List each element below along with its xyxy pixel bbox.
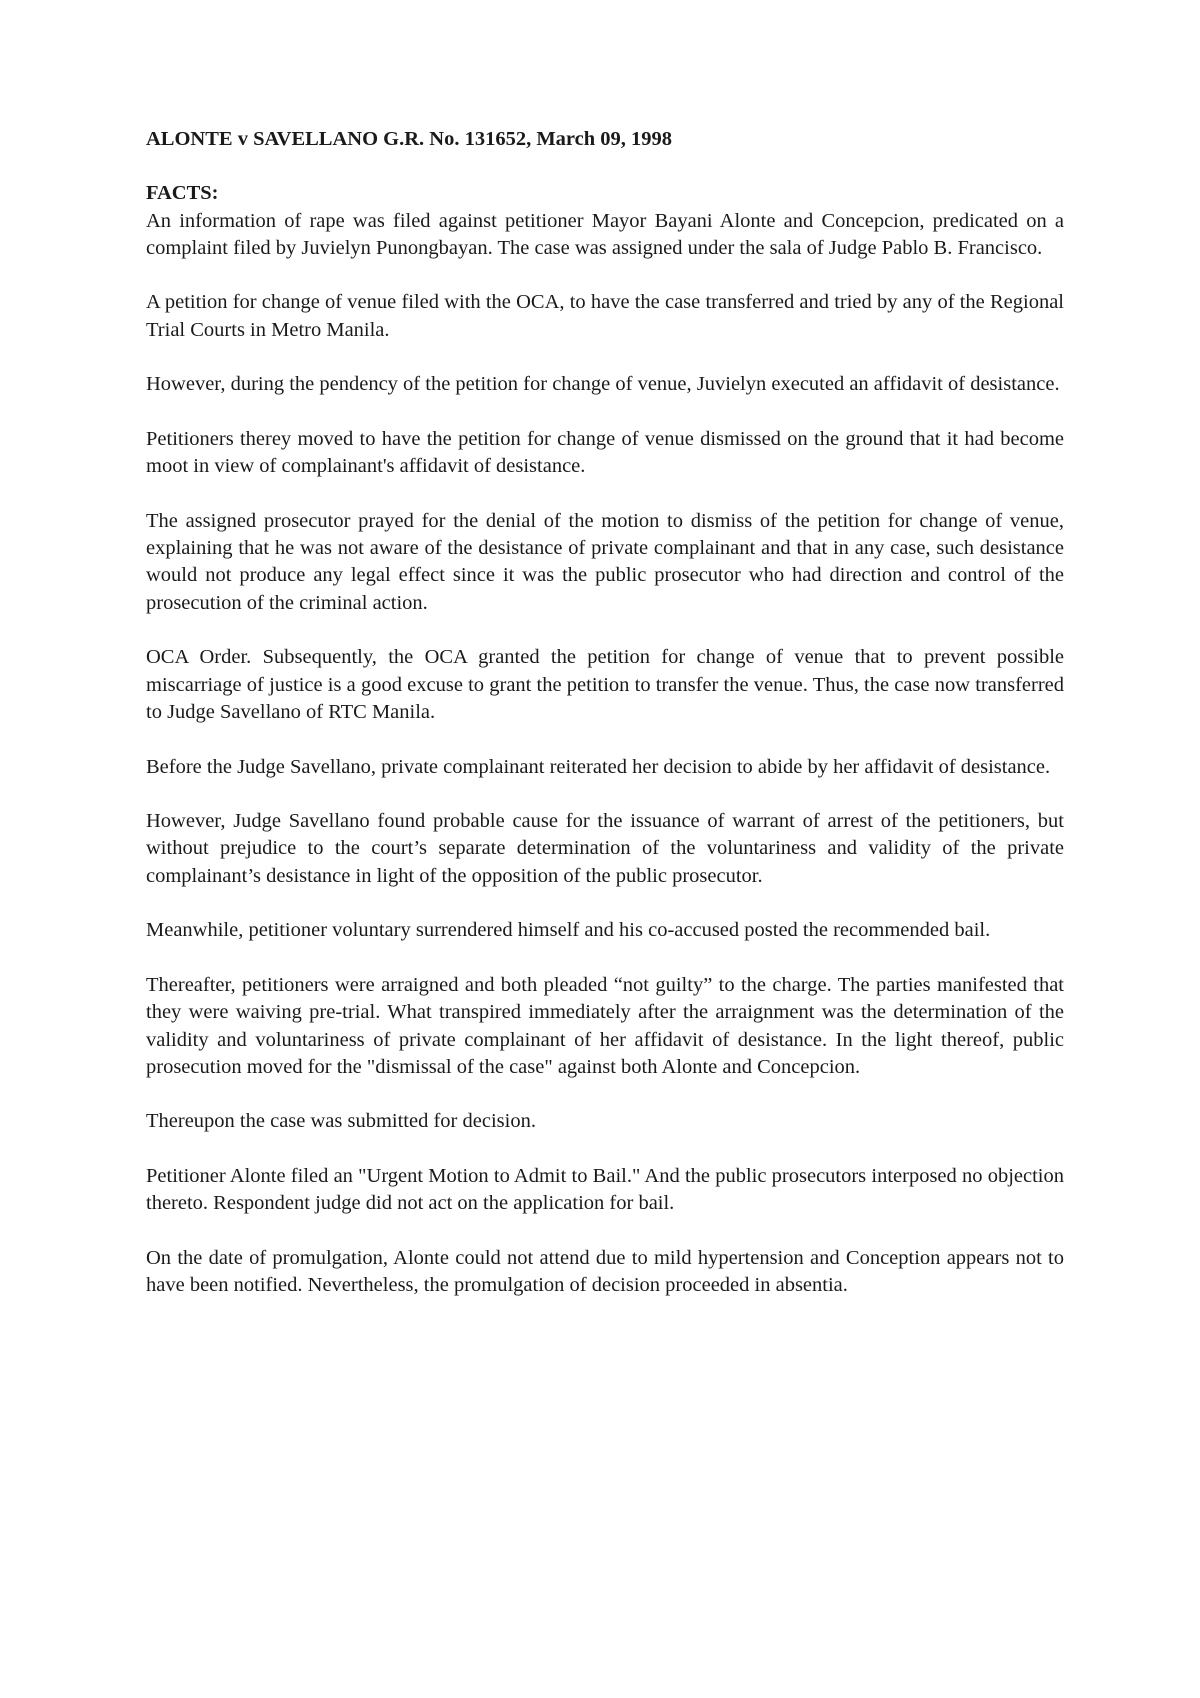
paragraph-submitted-for-decision: Thereupon the case was submitted for decision. [146, 1110, 536, 1133]
paragraph-motion-dismiss: Petitioners therey moved to have the petition for change of venue dismissed on the ground that it had become moot in view of complainant's affidavit of desistance. [146, 427, 1064, 478]
paragraph-affidavit-executed: However, during the pendency of the petition for change of venue, Juvielyn executed an affidavit of desistance. [146, 373, 1060, 396]
paragraph-probable-cause: However, Judge Savellano found probable cause for the issuance of warrant of arrest of the petitioners, but without prejudice to the court’s separate determination of the voluntariness and validity of the private complainant’s desistance in light of the opposition of the public prosecutor. [146, 810, 1064, 887]
paragraph-surrender: Meanwhile, petitioner voluntary surrendered himself and his co-accused posted the recommended bail. [146, 919, 991, 942]
case-title: ALONTE v SAVELLANO G.R. No. 131652, March 09, 1998 [146, 128, 673, 150]
paragraph-prosecutor-prayer: The assigned prosecutor prayed for the denial of the motion to dismiss of the petition for change of venue, explaining that he was not aware of the desistance of private complainant and that in any case, such desistance would not produce any legal effect since it was the public prosecutor who had direction and control of the prosecution of the criminal action. [146, 509, 1064, 614]
paragraph-information-filed: An information of rape was filed against petitioner Mayor Bayani Alonte and Concepcion, predicated on a complaint filed by Juvielyn Punongbayan. The case was assigned under the sala of Judge Pablo B. Francisco. [146, 209, 1064, 259]
paragraph-oca-order: OCA Order. Subsequently, the OCA granted the petition for change of venue that to prevent possible miscarriage of justice is a good excuse to grant the petition to transfer the venue. Thus, the case now transferred to Judge Savellano of RTC Manila. [146, 646, 1064, 723]
paragraph-change-of-venue-petition: A petition for change of venue filed with the OCA, to have the case transferred and tried by any of the Regional Trial Courts in Metro Manila. [146, 291, 1064, 341]
paragraph-complainant-reiterated: Before the Judge Savellano, private complainant reiterated her decision to abide by her affidavit of desistance. [146, 755, 1051, 778]
facts-heading: FACTS: [146, 182, 219, 205]
paragraph-promulgation: On the date of promulgation, Alonte could not attend due to mild hypertension and Conception appears not to have been notified. Nevertheless, the promulgation of decision proceeded in absentia. [146, 1246, 1064, 1297]
paragraph-arraignment: Thereafter, petitioners were arraigned and both pleaded “not guilty” to the charge. The parties manifested that they were waiving pre-trial. What transpired immediately after the arraignment was the determination of the validity and voluntariness of private complainant of her affidavit of desistance. In the light thereof, public prosecution moved for the "dismissal of the case" against both Alonte and Concepcion. [146, 973, 1064, 1078]
paragraph-motion-bail: Petitioner Alonte filed an "Urgent Motion to Admit to Bail." And the public prosecutors interposed no objection thereto. Respondent judge did not act on the application for bail. [146, 1164, 1064, 1215]
document-body [146, 126, 1064, 1327]
